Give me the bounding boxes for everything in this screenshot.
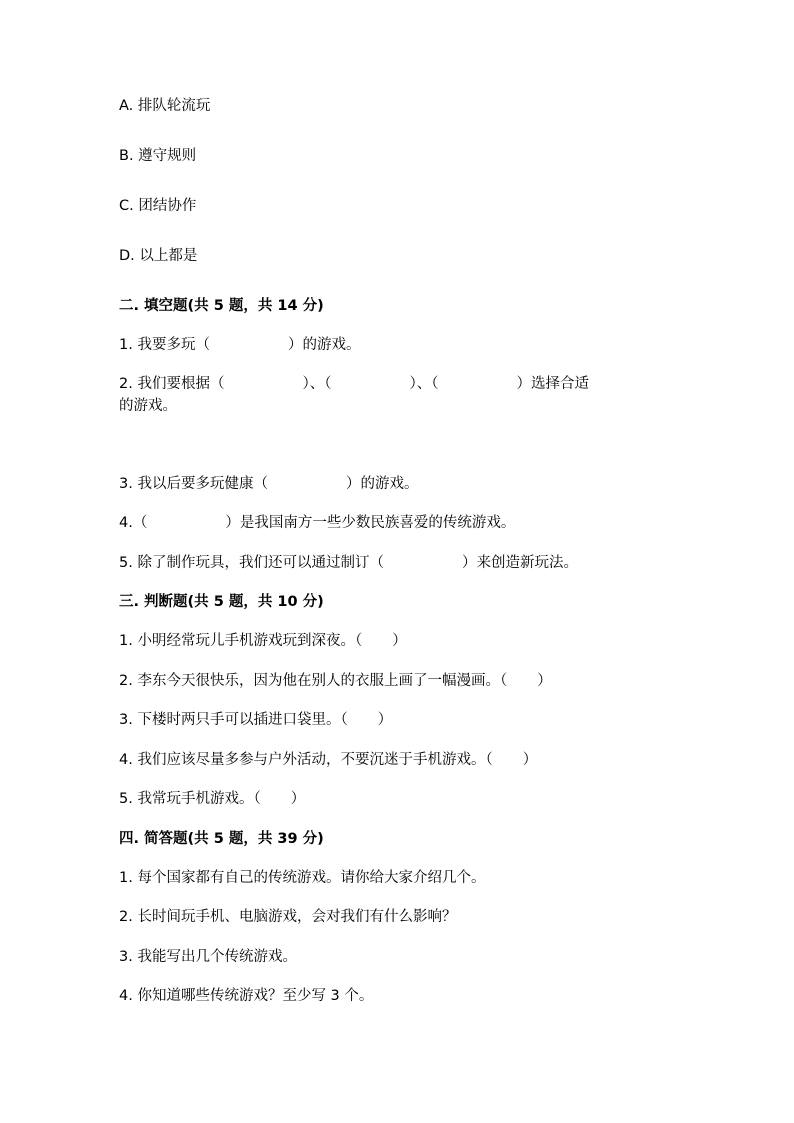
fill-question-1 [119, 335, 360, 355]
judge-question-3 [119, 710, 392, 730]
q-text: ）选择合适 [516, 376, 589, 392]
q-text: 4. 我们应该尽量多参与户外活动，不要沉迷于手机游戏。（ [119, 752, 493, 768]
q-text: 3. 下楼时两只手可以插进口袋里。（ [119, 712, 348, 728]
short-answer-question-2: 2. 长时间玩手机、电脑游戏，会对我们有什么影响？ [119, 909, 457, 925]
q-text: 5. 除了制作玩具，我们还可以通过制订（ [119, 555, 384, 571]
q-text: 2. 李东今天很快乐，因为他在别人的衣服上画了一幅漫画。（ [119, 673, 508, 689]
q-text: ）、（ [409, 376, 439, 392]
fill-question-4 [119, 513, 515, 533]
option-d: D. 以上都是 [119, 248, 198, 264]
q-text: 2. 我们要根据（ [119, 376, 225, 392]
option-a: A. 排队轮流玩 [119, 98, 211, 114]
q-text: ） [522, 752, 538, 768]
option-b: B. 遵守规则 [119, 148, 197, 164]
q-text: ） [290, 791, 306, 807]
q-text: 4.（ [119, 515, 148, 531]
q-text: ）来创造新玩法。 [461, 555, 578, 571]
q-text: ）的游戏。 [345, 476, 419, 492]
fill-question-5 [119, 553, 578, 573]
short-answer-question-4: 4. 你知道哪些传统游戏？至少写 3 个。 [119, 988, 374, 1004]
q-text: 1. 我要多玩（ [119, 337, 210, 353]
judge-question-4 [119, 750, 537, 770]
judge-question-2 [119, 671, 552, 691]
q-text: ）是我国南方一些少数民族喜爱的传统游戏。 [225, 515, 516, 531]
short-answer-question-3: 3. 我能写出几个传统游戏。 [119, 949, 297, 965]
judge-question-5 [119, 789, 305, 809]
q-text: ）的游戏。 [287, 337, 361, 353]
q-text: 3. 我以后要多玩健康（ [119, 476, 268, 492]
q-text: ） [392, 633, 407, 649]
q-text: 5. 我常玩手机游戏。（ [119, 791, 261, 807]
section-4-heading: 四. 简答题(共 5 题，共 39 分) [119, 831, 324, 847]
q-text: ） [537, 673, 552, 689]
section-2-heading: 二. 填空题(共 5 题，共 14 分) [119, 298, 324, 314]
fill-question-3 [119, 474, 418, 494]
option-c: C. 团结协作 [119, 198, 197, 214]
short-answer-question-1: 1. 每个国家都有自己的传统游戏。请你给大家介绍几个。 [119, 870, 486, 886]
q-text: ） [377, 712, 393, 728]
judge-question-1 [119, 631, 407, 651]
fill-question-2 [119, 374, 589, 394]
fill-question-2-continued: 的游戏。 [119, 398, 177, 414]
q-text: ）、（ [302, 376, 332, 392]
section-3-heading: 三. 判断题(共 5 题，共 10 分) [119, 594, 324, 610]
q-text: 1. 小明经常玩儿手机游戏玩到深夜。（ [119, 633, 363, 649]
